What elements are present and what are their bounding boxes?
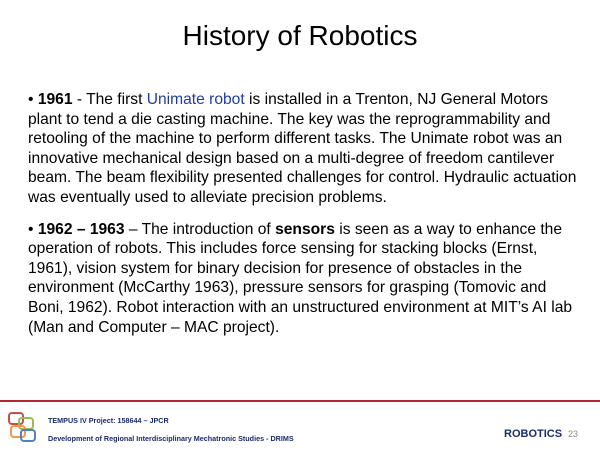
year-label: 1961 [37,91,73,108]
drims-logo-icon [6,410,40,444]
paragraph-text: is seen as a way to enhance the operation of robots. This includes force sensing for stacking blocks (Ernst, 1961), vision system for binary decision for presence of obstacles in the environment (McCarthy 1963), pressure sensors for grasping (Tomovic and Boni, 1962). Robot interaction with an unstructured environment at MIT’s AI lab (Man and Computer – MAC project). [28,220,573,336]
paragraph-text: - The first [72,91,147,108]
slide-body [28,90,580,349]
paragraph-1962-1963 [28,220,580,338]
project-full-name: Development of Regional Interdisciplinary Mechatronic Studies - DRIMS [48,434,294,443]
slide-title: History of Robotics [182,20,418,51]
bullet: • [28,220,34,238]
page-number: 23 [568,429,579,439]
course-label: ROBOTICS [504,428,563,440]
paragraph-text: – The introduction of [124,220,276,238]
unimate-robot-link[interactable]: Unimate robot [146,91,245,108]
year-label: 1962 – 1963 [37,220,125,238]
footer [0,402,600,450]
bullet: • [28,91,34,108]
paragraph-text: is installed in a Trenton, NJ General Motors plant to tend a die casting machine. The key was the reprogrammability and retooling of the machine to perform different tasks. The Unimate robot was an innovative mechanical design based on a multi-degree of freedom cantilever beam. The beam flexibility presented challenges for control. Hydraulic actuation was eventually used to alleviate precision problems. [28,91,577,206]
paragraph-1961 [28,90,580,208]
project-label: TEMPUS IV Project: 158644 – JPCR [48,416,169,425]
sensors-keyword: sensors [275,220,335,238]
